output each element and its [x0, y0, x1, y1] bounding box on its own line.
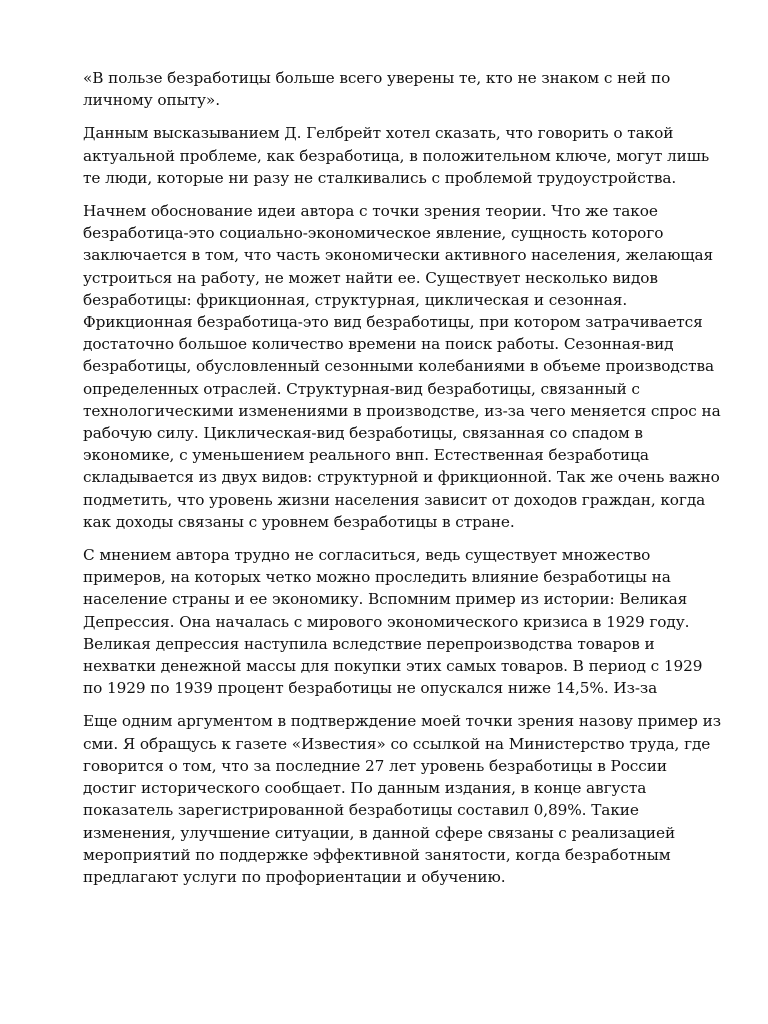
paragraph-history-example: С мнением автора трудно не согласиться, ведь существует множество примеров, на которых четко можно проследить влияние безработицы на население страны и ее экономику. Вспомним пример из истории: Великая Депрессия. Она началась с мирового экономического кризиса в 1929 году. Великая депрессия наступила вследствие перепроизводства товаров и нехватки денежной массы для покупки этих самых товаров. В период с 1929 по 1929 по 1939 процент безработицы не опускался ниже 14,5%. Из-за — [83, 546, 703, 698]
paragraph-quote: «В пользе безработицы больше всего уверены те, кто не знаком с ней по личному опыту». — [83, 69, 671, 110]
document-page — [83, 67, 723, 899]
paragraph-theory: Начнем обоснование идеи автора с точки зрения теории. Что же такое безработица-это социально-экономическое явление, сущность которого заключается в том, что часть экономически активного населения, желающая устроиться на работу, не может найти ее. Существует несколько видов безработицы: фрикционная, структурная, циклическая и сезонная. Фрикционная безработица-это вид безработицы, при котором затрачивается достаточно большое количество времени на поиск работы. Сезонная-вид безработицы, обусловленный сезонными колебаниями в объеме производства определенных отраслей. Структурная-вид безработицы, связанный с технологическими изменениями в производстве, из-за чего меняется спрос на рабочую силу. Циклическая-вид безработицы, связанная со спадом в экономике, с уменьшением реального внп. Естественная безработица складывается из двух видов: структурной и фрикционной. Так же очень важно подметить, что уровень жизни населения зависит от доходов граждан, когда как доходы связаны с уровнем безработицы в стране. — [83, 202, 721, 531]
paragraph-interpretation: Данным высказыванием Д. Гелбрейт хотел сказать, что говорить о такой актуальной проблеме, как безработица, в положительном ключе, могут лишь те люди, которые ни разу не сталкивались с проблемой трудоустройства. — [83, 124, 710, 187]
paragraph-media-example: Еще одним аргументом в подтверждение моей точки зрения назову пример из сми. Я обращусь к газете «Известия» со ссылкой на Министерство труда, где говорится о том, что за последние 27 лет уровень безработицы в России достиг исторического сообщает. По данным издания, в конце августа показатель зарегистрированной безработицы составил 0,89%. Такие изменения, улучшение ситуации, в данной сфере связаны с реализацией мероприятий по поддержке эффективной занятости, когда безработным предлагают услуги по профориентации и обучению. — [83, 712, 721, 886]
